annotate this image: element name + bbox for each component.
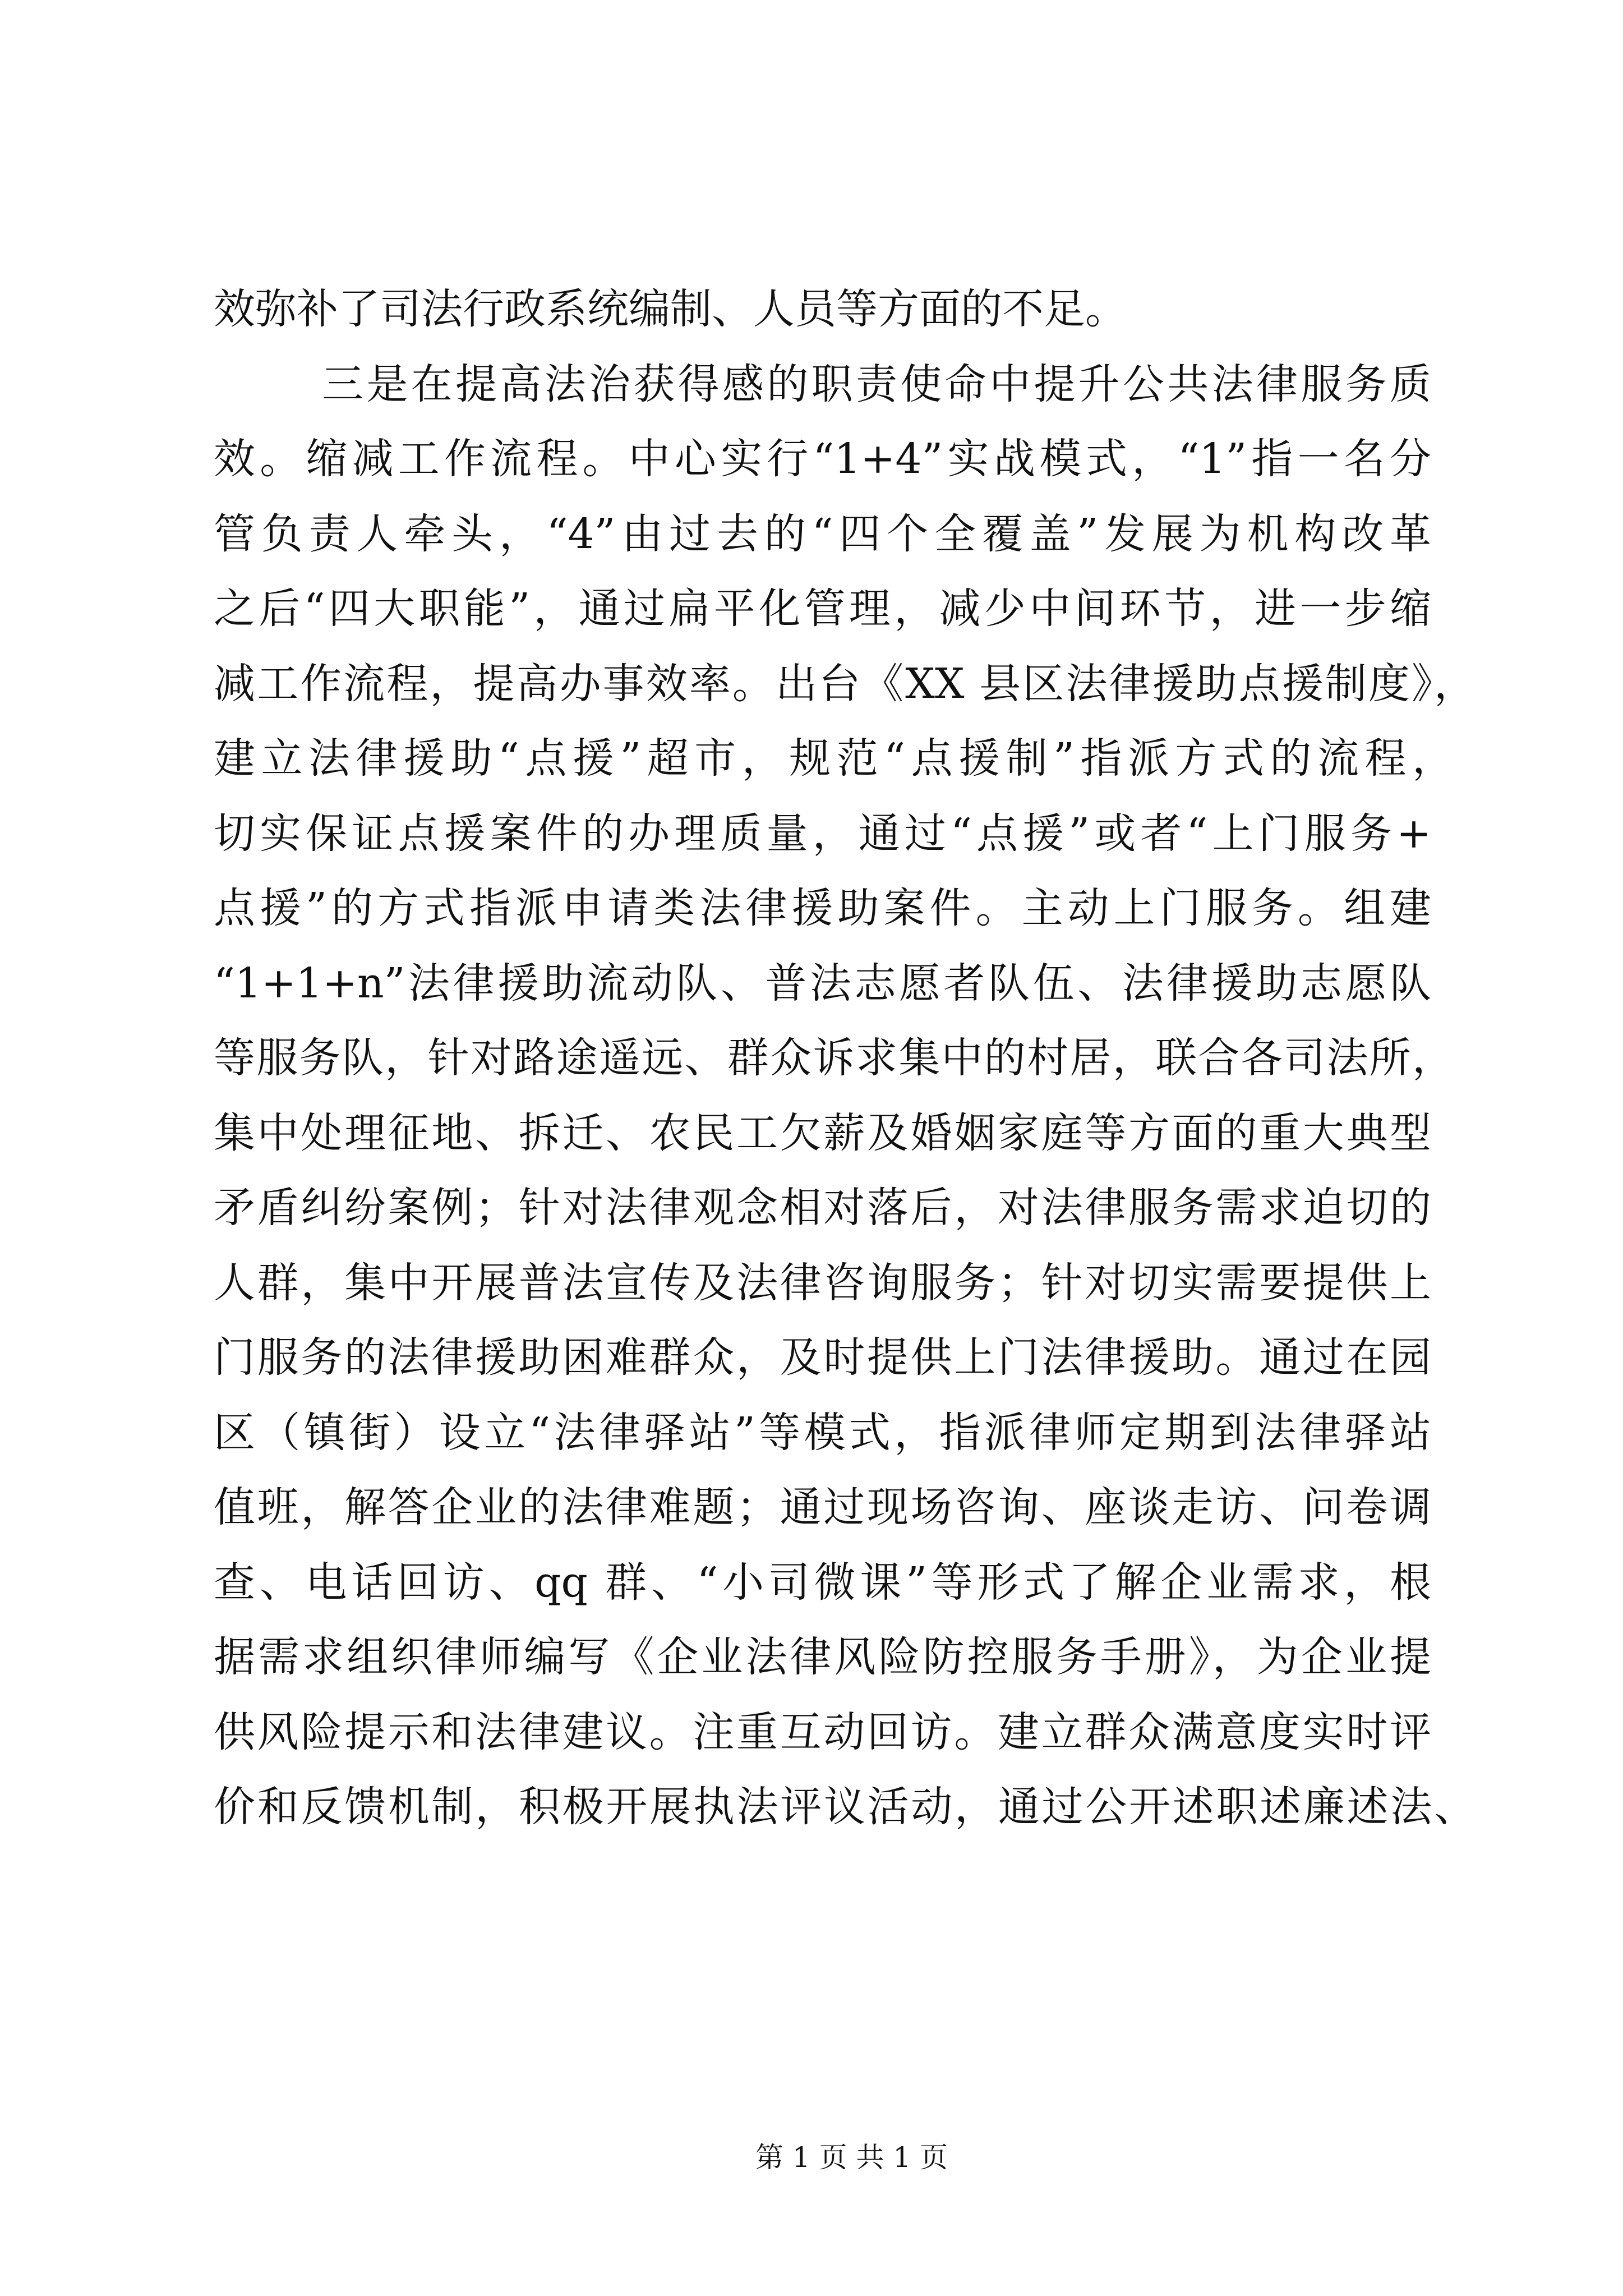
paragraph-first-line: 三是在提高法治获得感的职责使命中提升公共法律服务质 — [322, 360, 1431, 408]
text-line: 之后“四大职能”，通过扁平化管理，减少中间环节，进一步缩 — [214, 585, 1431, 633]
text-line: 值班，解答企业的法律难题；通过现场咨询、座谈走访、问卷调 — [214, 1483, 1431, 1531]
text-line: 集中处理征地、拆迁、农民工欠薪及婚姻家庭等方面的重大典型 — [214, 1108, 1431, 1157]
text-line: 效弥补了司法行政系统编制、人员等方面的不足。 — [214, 285, 1127, 333]
document-body — [214, 272, 1504, 1845]
text-line: 管负责人牵头，“4”由过去的“四个全覆盖”发展为机构改革 — [214, 509, 1431, 558]
text-line: 区（镇街）设立“法律驿站”等模式，指派律师定期到法律驿站 — [214, 1408, 1431, 1457]
text-line: 等服务队，针对路途遥远、群众诉求集中的村居，联合各司法所， — [214, 1034, 1454, 1082]
text-line: 建立法律援助“点援”超市，规范“点援制”指派方式的流程， — [214, 734, 1454, 783]
text-line: 点援”的方式指派申请类法律援助案件。主动上门服务。组建 — [214, 884, 1431, 932]
text-line: 减工作流程，提高办事效率。出台《XX 县区法律援助点援制度》， — [214, 659, 1476, 708]
page-footer: 第 1 页 共 1 页 — [755, 2141, 948, 2174]
text-line: “1+1+n”法律援助流动队、普法志愿者队伍、法律援助志愿队 — [214, 959, 1431, 1007]
text-line: 查、电话回访、qq 群、“小司微课”等形式了解企业需求，根 — [214, 1558, 1431, 1607]
text-line: 效。缩减工作流程。中心实行“1+4”实战模式，“1”指一名分 — [214, 435, 1431, 483]
text-line: 据需求组织律师编写《企业法律风险防控服务手册》，为企业提 — [214, 1633, 1431, 1681]
text-line: 价和反馈机制，积极开展执法评议活动，通过公开述职述廉述法、 — [214, 1783, 1476, 1831]
text-line: 供风险提示和法律建议。注重互动回访。建立群众满意度实时评 — [214, 1708, 1431, 1756]
text-line: 人群，集中开展普法宣传及法律咨询服务；针对切实需要提供上 — [214, 1258, 1431, 1307]
text-line: 门服务的法律援助困难群众，及时提供上门法律援助。通过在园 — [214, 1333, 1431, 1382]
text-line: 矛盾纠纷案例；针对法律观念相对落后，对法律服务需求迫切的 — [214, 1184, 1431, 1232]
text-line: 切实保证点援案件的办理质量，通过“点援”或者“上门服务+ — [214, 809, 1431, 858]
